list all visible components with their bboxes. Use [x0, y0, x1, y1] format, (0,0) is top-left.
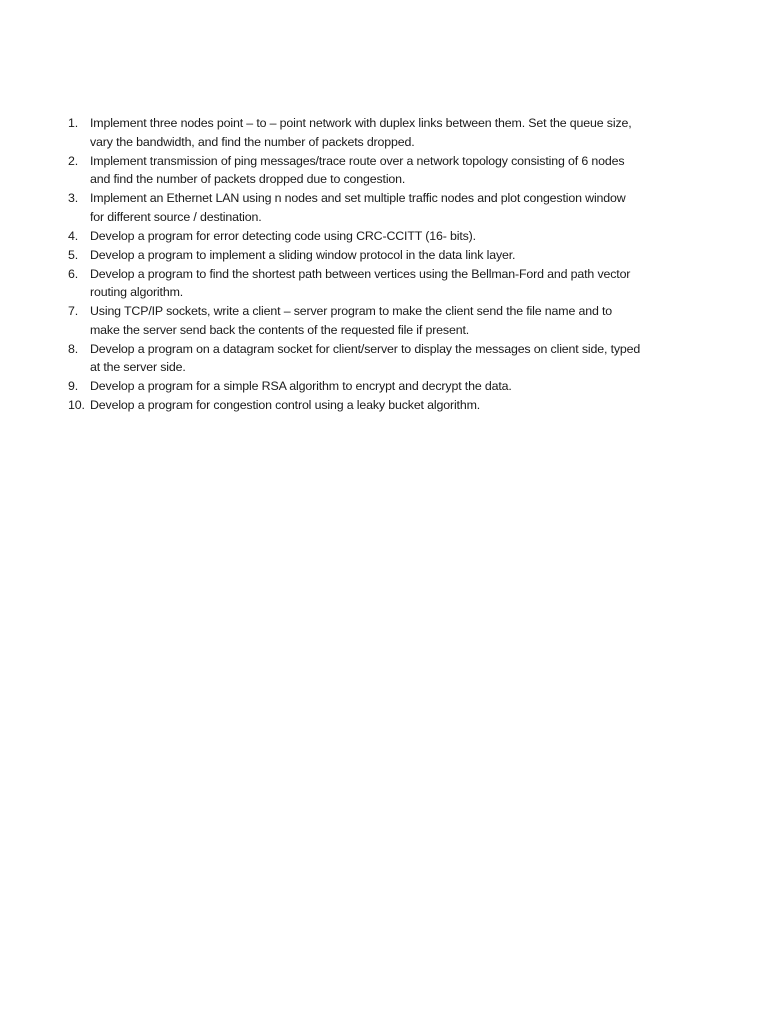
- list-item: [62, 340, 642, 377]
- program-list: [62, 114, 642, 415]
- item-text: Develop a program for a simple RSA algorithm to encrypt and decrypt the data.: [90, 379, 512, 393]
- list-item: [62, 152, 642, 189]
- list-item: [62, 246, 642, 265]
- item-number: 8.: [68, 341, 79, 356]
- item-number: 5.: [68, 247, 79, 262]
- item-number: 2.: [68, 153, 79, 168]
- item-number: 4.: [68, 228, 79, 243]
- item-number: 10.: [68, 398, 85, 412]
- list-item: [62, 302, 642, 339]
- list-item: [62, 396, 642, 415]
- item-text: Using TCP/IP sockets, write a client – server program to make the client send the file name and to make the server send back the contents of the requested file if present.: [90, 304, 613, 337]
- item-number: 7.: [68, 304, 79, 318]
- list-item: [62, 265, 642, 302]
- item-number: 6.: [68, 266, 79, 281]
- item-text: Implement transmission of ping messages/trace route over a network topology consisting of 6 nodes and find the number of packets dropped due to congestion.: [90, 153, 625, 186]
- item-text: Implement an Ethernet LAN using n nodes and set multiple traffic nodes and plot congestion window for different source / destination.: [90, 191, 626, 224]
- list-item: [62, 377, 642, 396]
- item-text: Develop a program for error detecting code using CRC-CCITT (16- bits).: [90, 228, 476, 243]
- list-item: [62, 227, 642, 246]
- item-text: Develop a program to implement a sliding window protocol in the data link layer.: [90, 247, 516, 262]
- list-item: [62, 189, 642, 226]
- item-number: 1.: [68, 116, 79, 130]
- item-number: 3.: [68, 191, 79, 205]
- item-text: Develop a program for congestion control using a leaky bucket algorithm.: [90, 398, 481, 412]
- item-text: Develop a program on a datagram socket for client/server to display the messages on client side, typed at the server side.: [90, 341, 641, 374]
- item-number: 9.: [68, 379, 79, 393]
- item-text: Implement three nodes point – to – point network with duplex links between them. Set the queue size, vary the bandwidth, and find the number of packets dropped.: [90, 116, 632, 149]
- item-text: Develop a program to find the shortest path between vertices using the Bellman-Ford and path vector routing algorithm.: [90, 266, 631, 299]
- list-item: [62, 114, 642, 151]
